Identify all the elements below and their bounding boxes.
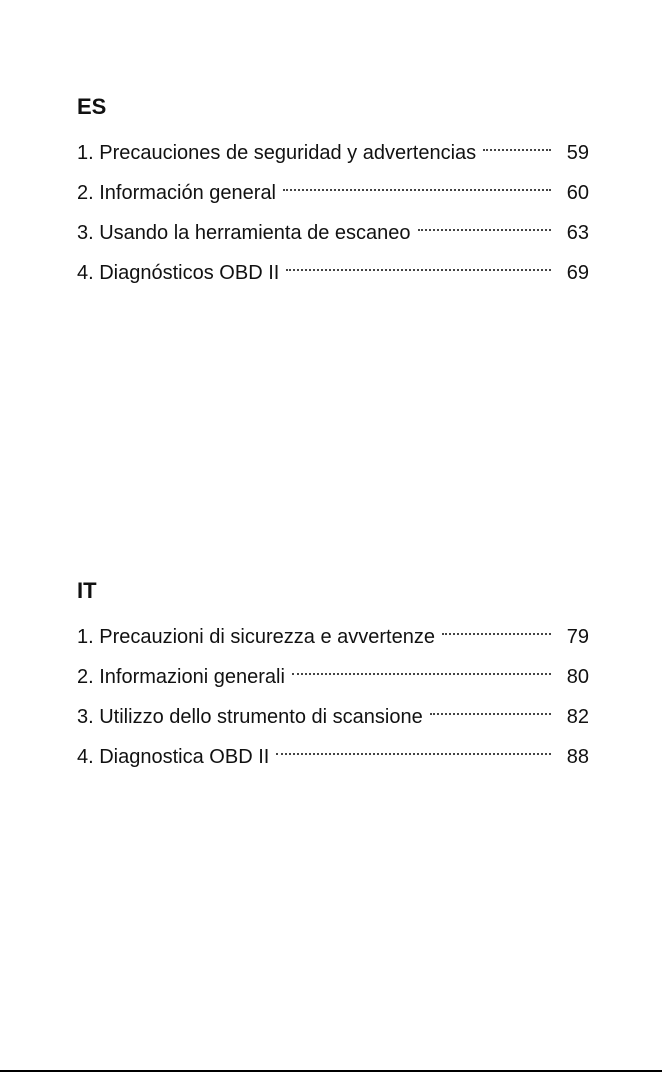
section-heading: IT: [77, 578, 97, 603]
toc-page-number: 63: [566, 222, 589, 244]
toc-list: [77, 623, 589, 783]
dot-leader: [276, 753, 551, 755]
toc-entry[interactable]: [77, 663, 589, 703]
toc-entry-label: 2. Información general: [77, 182, 277, 204]
toc-entry-label: 4. Diagnósticos OBD II: [77, 262, 280, 284]
toc-section-it: [77, 576, 589, 783]
toc-entry[interactable]: [77, 219, 589, 259]
toc-entry-label: 1. Precauzioni di sicurezza e avvertenze: [77, 626, 435, 648]
toc-page-number: 80: [566, 666, 589, 688]
dot-leader: [430, 713, 551, 715]
toc-page-number: 69: [566, 262, 589, 284]
section-heading: ES: [77, 94, 107, 119]
toc-page-number: 88: [566, 746, 589, 768]
toc-entry[interactable]: [77, 703, 589, 743]
toc-list: [77, 139, 589, 299]
toc-section-es: [77, 92, 589, 299]
dot-leader: [283, 189, 551, 191]
toc-entry[interactable]: [77, 259, 589, 299]
toc-entry-label: 1. Precauciones de seguridad y advertencias: [77, 142, 477, 164]
toc-page-number: 79: [566, 626, 589, 648]
toc-entry[interactable]: [77, 179, 589, 219]
toc-page-number: 82: [566, 706, 589, 728]
dot-leader: [286, 269, 551, 271]
dot-leader: [292, 673, 551, 675]
toc-entry-label: 3. Usando la herramienta de escaneo: [77, 222, 411, 244]
dot-leader: [442, 633, 551, 635]
toc-entry[interactable]: [77, 743, 589, 783]
toc-page-number: 60: [566, 182, 589, 204]
toc-entry-label: 4. Diagnostica OBD II: [77, 746, 270, 768]
dot-leader: [483, 149, 551, 151]
toc-entry[interactable]: [77, 139, 589, 179]
toc-entry[interactable]: [77, 623, 589, 663]
dot-leader: [418, 229, 551, 231]
toc-page-number: 59: [566, 142, 589, 164]
toc-entry-label: 3. Utilizzo dello strumento di scansione: [77, 706, 423, 728]
toc-entry-label: 2. Informazioni generali: [77, 666, 285, 688]
